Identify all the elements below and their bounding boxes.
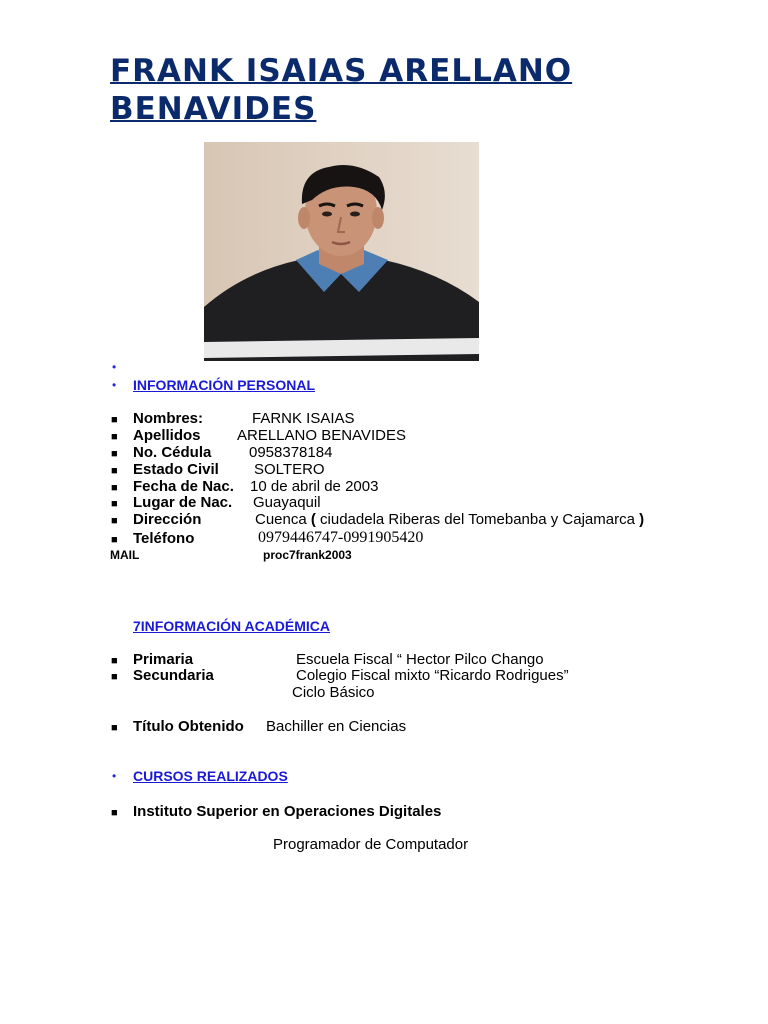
- bullet-dot-icon: •: [112, 360, 117, 374]
- section-heading-courses: CURSOS REALIZADOS: [133, 768, 288, 784]
- name-title-line-1: FRANK ISAIAS ARELLANO: [110, 53, 573, 89]
- label-mail: MAIL: [110, 548, 140, 562]
- label-primaria: Primaria: [133, 651, 194, 668]
- paren-close: ): [639, 511, 645, 528]
- label-titulo: Título Obtenido: [133, 718, 244, 735]
- label-direccion: Dirección: [133, 511, 202, 528]
- value-lugar-nac: Guayaquil: [253, 494, 321, 511]
- square-bullet-icon: ■: [111, 534, 118, 546]
- label-cedula: No. Cédula: [133, 444, 212, 461]
- square-bullet-icon: ■: [111, 465, 118, 477]
- value-direccion: [255, 511, 644, 528]
- square-bullet-icon: ■: [111, 671, 118, 683]
- course-item: Instituto Superior en Operaciones Digitales: [133, 803, 442, 820]
- value-mail: proc7frank2003: [263, 548, 352, 562]
- value-fecha-nac: 10 de abril de 2003: [250, 478, 379, 495]
- value-direccion-pre: Cuenca: [255, 511, 311, 528]
- bullet-dot-icon: •: [112, 769, 117, 783]
- value-ciclo-basico: Ciclo Básico: [292, 684, 375, 701]
- square-bullet-icon: ■: [111, 414, 118, 426]
- value-secundaria: Colegio Fiscal mixto “Ricardo Rodrigues”: [296, 667, 569, 684]
- label-apellidos: Apellidos: [133, 427, 201, 444]
- value-nombres: FARNK ISAIAS: [252, 410, 355, 427]
- label-telefono: Teléfono: [133, 530, 195, 547]
- name-title-line-2: BENAVIDES: [110, 91, 317, 127]
- section-heading-academic: 7INFORMACIÓN ACADÉMICA: [133, 618, 331, 634]
- square-bullet-icon: ■: [111, 655, 118, 667]
- square-bullet-icon: ■: [111, 515, 118, 527]
- value-telefono: 0979446747-0991905420: [258, 529, 424, 546]
- portrait-photo: [204, 142, 479, 361]
- bullet-dot-icon: •: [112, 378, 117, 392]
- value-apellidos: ARELLANO BENAVIDES: [237, 427, 406, 444]
- label-secundaria: Secundaria: [133, 667, 214, 684]
- square-bullet-icon: ■: [111, 722, 118, 734]
- course-sub: Programador de Computador: [273, 836, 469, 853]
- value-estado-civil: SOLTERO: [254, 461, 325, 478]
- label-lugar-nac: Lugar de Nac.: [133, 494, 233, 511]
- value-direccion-mid: ciudadela Riberas del Tomebanba y Cajamarca: [315, 511, 640, 528]
- section-heading-personal: INFORMACIÓN PERSONAL: [133, 377, 315, 393]
- square-bullet-icon: ■: [111, 498, 118, 510]
- value-titulo: Bachiller en Ciencias: [266, 718, 407, 735]
- label-nombres: Nombres:: [133, 410, 204, 427]
- square-bullet-icon: ■: [111, 482, 118, 494]
- label-estado-civil: Estado Civil: [133, 461, 219, 478]
- label-fecha-nac: Fecha de Nac.: [133, 478, 234, 495]
- portrait-photo-icon: [204, 142, 479, 361]
- square-bullet-icon: ■: [111, 448, 118, 460]
- square-bullet-icon: ■: [111, 431, 118, 443]
- value-primaria: Escuela Fiscal “ Hector Pilco Chango: [296, 651, 544, 668]
- square-bullet-icon: ■: [111, 807, 118, 819]
- value-cedula: 0958378184: [249, 444, 333, 461]
- paren-open: (: [310, 511, 316, 528]
